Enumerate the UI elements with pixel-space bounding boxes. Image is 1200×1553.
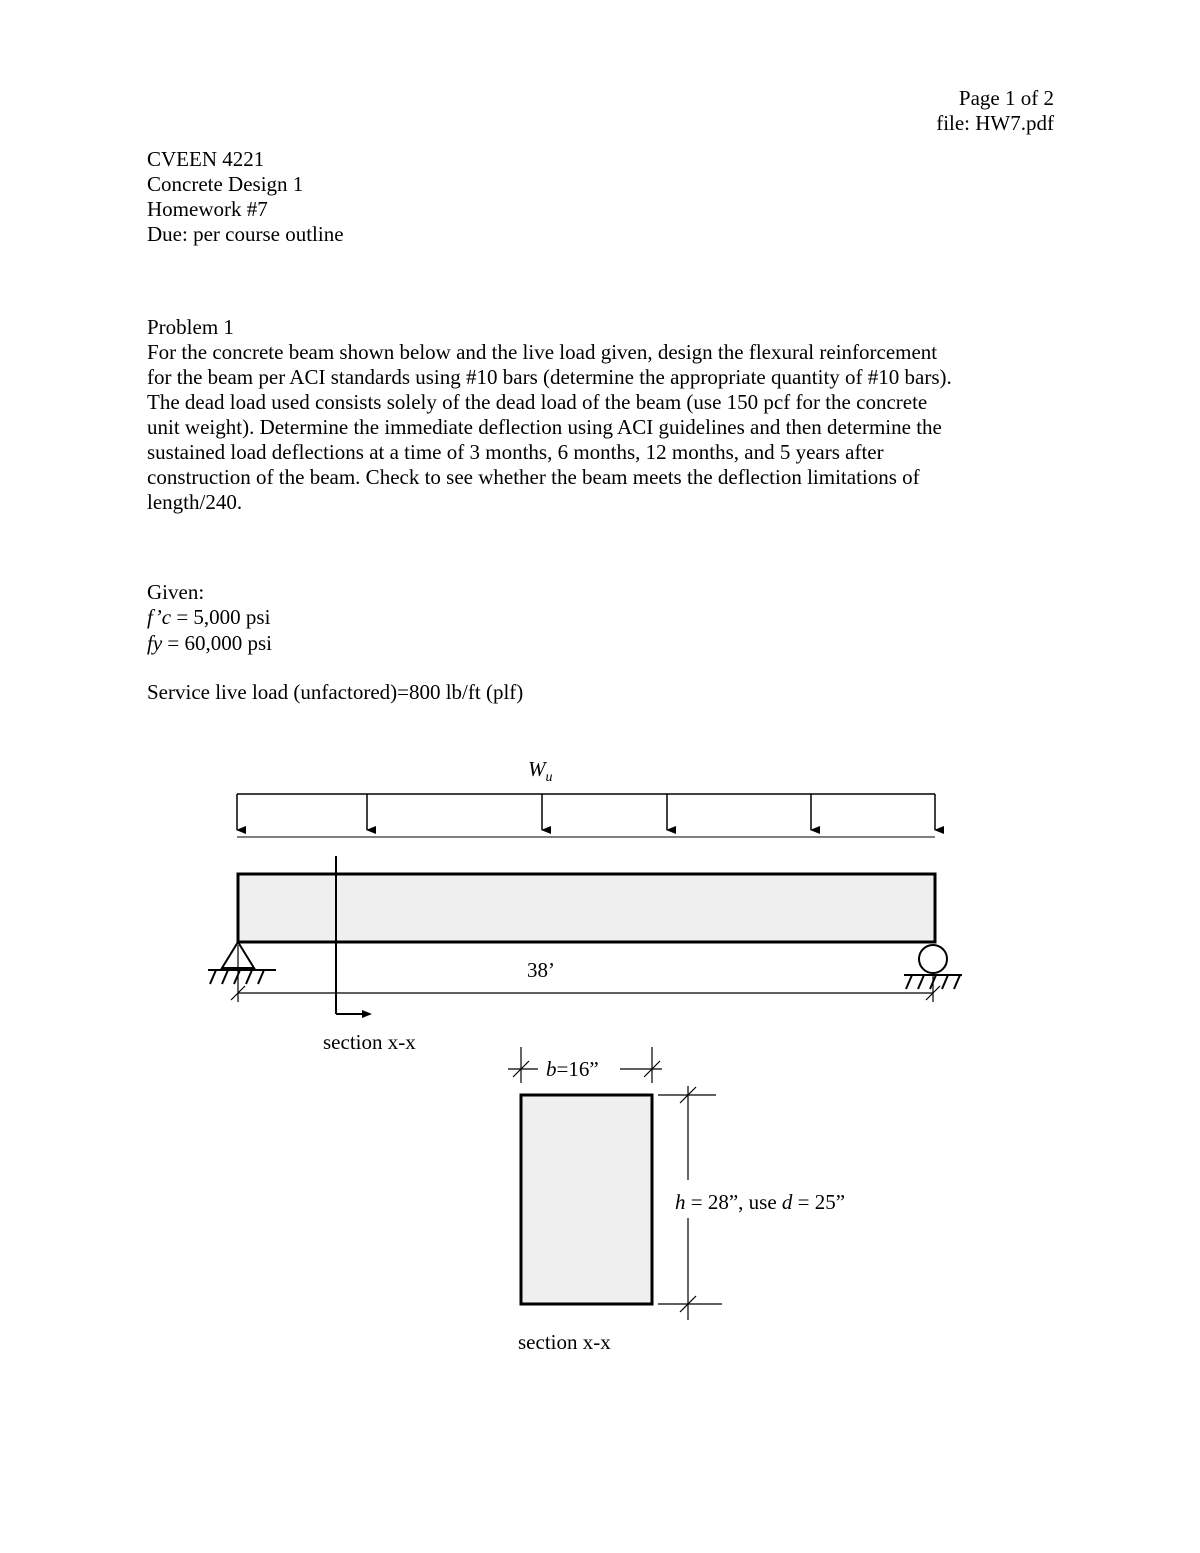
file-name: file: HW7.pdf bbox=[936, 111, 1054, 135]
span-label: 38’ bbox=[527, 958, 555, 982]
problem-line: unit weight). Determine the immediate deflection using ACI guidelines and then determine the bbox=[147, 415, 942, 439]
height-label: h = 28”, use d = 25” bbox=[675, 1190, 846, 1214]
width-label: b=16” bbox=[546, 1057, 599, 1081]
load-label: $W_u$ bbox=[528, 757, 553, 785]
course-code: CVEEN 4221 bbox=[147, 147, 265, 171]
problem-line: construction of the beam. Check to see whether the beam meets the deflection limitations of bbox=[147, 465, 920, 489]
distributed-load bbox=[237, 794, 935, 837]
course-name: Concrete Design 1 bbox=[147, 172, 304, 196]
fc-symbol: f’c bbox=[147, 605, 172, 629]
problem-line: sustained load deflections at a time of 3 months, 6 months, 12 months, and 5 years after bbox=[147, 440, 884, 464]
problem-title: Problem 1 bbox=[147, 315, 234, 339]
problem-line: For the concrete beam shown below and the live load given, design the flexural reinforcement bbox=[147, 340, 938, 364]
due-date: Due: per course outline bbox=[147, 222, 344, 246]
live-load-line: Service live load (unfactored)=800 lb/ft (plf) bbox=[147, 680, 524, 704]
problem-line: length/240. bbox=[147, 490, 243, 514]
fy-symbol: fy bbox=[147, 631, 163, 655]
section-cut-label: section x-x bbox=[323, 1030, 416, 1054]
fy-value: = 60,000 psi bbox=[162, 631, 273, 655]
fc-value: = 5,000 psi bbox=[171, 605, 271, 629]
cross-section-caption: section x-x bbox=[518, 1330, 611, 1354]
problem-line: The dead load used consists solely of the dead load of the beam (use 150 pcf for the concrete bbox=[147, 390, 928, 414]
beam-body bbox=[238, 874, 935, 942]
assignment-title: Homework #7 bbox=[147, 197, 268, 221]
page-number: Page 1 of 2 bbox=[958, 86, 1054, 110]
cross-section-rect bbox=[521, 1095, 652, 1304]
given-label: Given: bbox=[147, 580, 205, 604]
pin-support bbox=[208, 942, 276, 984]
problem-line: for the beam per ACI standards using #10 bars (determine the appropriate quantity of #10 bars). bbox=[147, 365, 952, 389]
span-dimension bbox=[231, 945, 940, 1002]
